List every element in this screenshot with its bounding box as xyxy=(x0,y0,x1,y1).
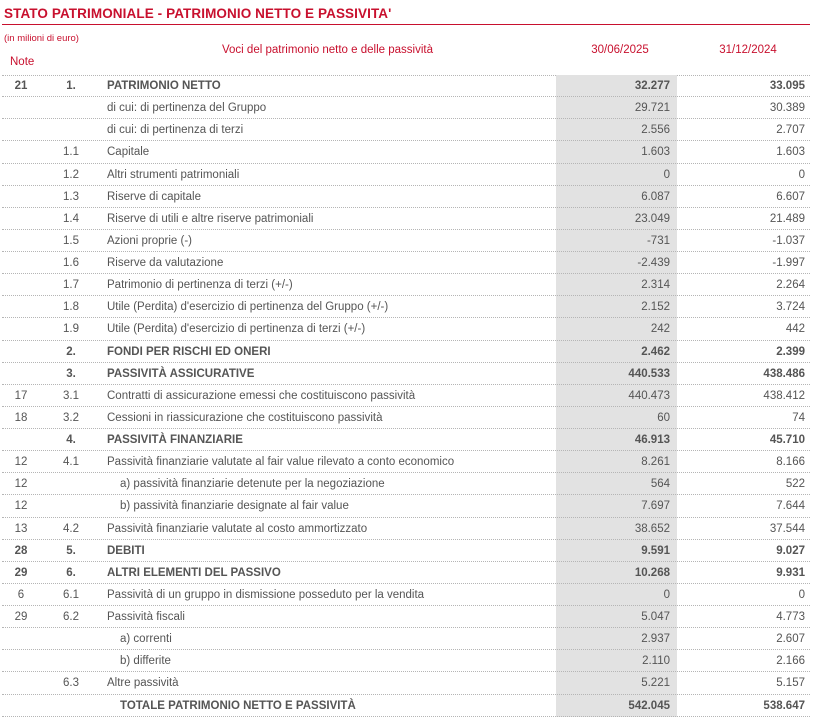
item-number-cell: 3. xyxy=(66,367,76,380)
value-period-2-cell: 0 xyxy=(798,168,805,181)
note-cell: 28 xyxy=(14,544,28,557)
value-period-1-cell: 7.697 xyxy=(556,495,677,517)
value-period-2-cell: 7.644 xyxy=(776,500,805,513)
value-period-1-cell: 2.556 xyxy=(556,119,677,141)
column-header-period-2: 31/12/2024 xyxy=(719,44,777,56)
note-cell xyxy=(0,208,42,230)
value-period-1-cell: 2.152 xyxy=(556,296,677,318)
table-row xyxy=(0,97,813,119)
value-period-1-cell: 6.087 xyxy=(556,186,677,208)
note-cell: 29 xyxy=(14,611,28,623)
value-period-2-cell: 3.724 xyxy=(776,301,805,314)
value-period-1-cell: 242 xyxy=(556,318,677,340)
note-cell xyxy=(0,341,42,363)
item-description-cell: Passività di un gruppo in dismissione posseduto per la vendita xyxy=(107,588,425,601)
value-period-2-cell: -1.037 xyxy=(772,234,805,247)
table-row xyxy=(0,208,813,230)
table-row xyxy=(0,650,813,672)
item-number-cell xyxy=(44,119,98,141)
table-row xyxy=(0,363,813,385)
item-description-cell: Contratti di assicurazione emessi che costituiscono passività xyxy=(107,389,416,402)
value-period-2-cell: 6.607 xyxy=(776,190,805,203)
note-cell: 17 xyxy=(14,389,28,402)
note-cell xyxy=(0,230,42,252)
value-period-1-cell: 32.277 xyxy=(556,75,677,97)
item-number-cell: 1.5 xyxy=(63,234,79,247)
item-description-cell: Riserve da valutazione xyxy=(107,257,224,269)
item-description-cell: ALTRI ELEMENTI DEL PASSIVO xyxy=(107,566,281,579)
value-period-2-cell: 2.607 xyxy=(776,633,805,646)
item-description-cell: Altri strumenti patrimoniali xyxy=(107,168,240,181)
note-cell xyxy=(0,318,42,340)
item-description-cell: FONDI PER RISCHI ED ONERI xyxy=(107,345,271,358)
item-number-cell: 5. xyxy=(66,544,76,557)
table-row xyxy=(0,274,813,296)
item-number-cell xyxy=(44,650,98,672)
item-description-cell: Capitale xyxy=(107,146,150,159)
table-row xyxy=(0,562,813,584)
table-row xyxy=(0,584,813,606)
table-row xyxy=(0,540,813,562)
item-description-cell: Cessioni in riassicurazione che costituiscono passività xyxy=(107,411,383,424)
value-period-2-cell: 442 xyxy=(785,323,805,336)
item-number-cell: 1. xyxy=(66,80,76,92)
unit-label: (in milioni di euro) xyxy=(4,33,79,44)
item-description-cell: Altre passività xyxy=(107,677,179,690)
item-number-cell: 1.7 xyxy=(63,279,79,292)
note-cell xyxy=(0,119,42,141)
value-period-2-cell: 45.710 xyxy=(769,434,805,446)
table-row xyxy=(0,75,813,97)
value-period-1-cell: 0 xyxy=(556,584,677,606)
item-number-cell: 3.1 xyxy=(63,389,79,402)
table-row xyxy=(0,164,813,186)
item-description-cell: Passività finanziarie valutate al fair value rilevato a conto economico xyxy=(107,456,455,469)
item-number-cell: 4.2 xyxy=(63,522,79,535)
note-cell xyxy=(0,141,42,163)
note-cell: 12 xyxy=(14,478,28,491)
value-period-2-cell: 9.931 xyxy=(776,566,805,579)
value-period-2-cell: 2.399 xyxy=(776,345,805,358)
value-period-1-cell: 0 xyxy=(556,164,677,186)
value-period-1-cell: -2.439 xyxy=(556,252,677,274)
value-period-1-cell: 8.261 xyxy=(556,451,677,473)
note-cell: 18 xyxy=(14,411,28,424)
note-cell: 29 xyxy=(14,566,28,579)
note-cell: 6 xyxy=(17,588,25,601)
page-title: STATO PATRIMONIALE - PATRIMONIO NETTO E PASSIVITA' xyxy=(4,6,392,21)
note-cell xyxy=(0,628,42,650)
value-period-1-cell: 440.533 xyxy=(556,363,677,385)
value-period-1-cell: 9.591 xyxy=(556,540,677,562)
item-number-cell: 4.1 xyxy=(63,456,79,469)
item-description-cell: Utile (Perdita) d'esercizio di pertinenza di terzi (+/-) xyxy=(107,323,366,336)
value-period-1-cell: 2.462 xyxy=(556,341,677,363)
value-period-1-cell: 2.314 xyxy=(556,274,677,296)
item-number-cell xyxy=(44,628,98,650)
value-period-2-cell: 30.389 xyxy=(769,102,805,115)
item-description-cell: DEBITI xyxy=(107,544,145,557)
value-period-1-cell: 1.603 xyxy=(556,141,677,163)
item-description-cell: PASSIVITÀ FINANZIARIE xyxy=(107,434,243,446)
table-row xyxy=(0,628,813,650)
table-row xyxy=(0,407,813,429)
item-description-cell: Azioni proprie (-) xyxy=(107,234,192,247)
note-cell: 12 xyxy=(14,500,28,513)
item-number-cell: 1.1 xyxy=(63,146,79,159)
item-description-cell: Riserve di utili e altre riserve patrimoniali xyxy=(107,212,314,225)
item-description-cell: Passività fiscali xyxy=(107,611,185,623)
item-description-cell: PATRIMONIO NETTO xyxy=(107,80,221,92)
value-period-2-cell: 8.166 xyxy=(776,456,805,469)
value-period-1-cell: 2.110 xyxy=(556,650,677,672)
table-row xyxy=(0,451,813,473)
note-cell xyxy=(0,296,42,318)
note-cell xyxy=(0,429,42,451)
item-number-cell: 1.8 xyxy=(63,301,79,314)
note-cell xyxy=(0,672,42,694)
value-period-2-cell: 9.027 xyxy=(776,544,805,557)
value-period-2-cell: 1.603 xyxy=(776,146,805,159)
note-cell xyxy=(0,695,42,717)
item-number-cell: 3.2 xyxy=(63,411,79,424)
item-number-cell: 1.9 xyxy=(63,323,79,336)
table-row xyxy=(0,252,813,274)
note-cell xyxy=(0,186,42,208)
value-period-2-cell: -1.997 xyxy=(772,257,805,269)
value-period-2-cell: 438.412 xyxy=(763,389,805,402)
item-number-cell: 6.2 xyxy=(63,611,79,623)
value-period-1-cell: 38.652 xyxy=(556,518,677,540)
item-description-cell: TOTALE PATRIMONIO NETTO E PASSIVITÀ xyxy=(120,699,356,712)
note-cell: 12 xyxy=(14,456,28,469)
table-row xyxy=(0,119,813,141)
item-description-cell: di cui: di pertinenza del Gruppo xyxy=(107,102,267,115)
table-row xyxy=(0,230,813,252)
value-period-2-cell: 0 xyxy=(798,588,805,601)
value-period-2-cell: 2.166 xyxy=(776,655,805,668)
value-period-1-cell: 440.473 xyxy=(556,385,677,407)
table-row xyxy=(0,518,813,540)
value-period-1-cell: 23.049 xyxy=(556,208,677,230)
item-number-cell xyxy=(44,473,98,495)
table-row xyxy=(0,495,813,517)
item-description-cell: Passività finanziarie valutate al costo ammortizzato xyxy=(107,522,368,535)
column-header-period-1: 30/06/2025 xyxy=(591,44,649,56)
balance-sheet-table xyxy=(0,75,813,717)
item-number-cell xyxy=(44,695,98,717)
column-header-note: Note xyxy=(10,56,35,68)
table-row xyxy=(0,672,813,694)
title-divider xyxy=(2,24,810,25)
item-description-cell: a) passività finanziarie detenute per la negoziazione xyxy=(120,478,385,491)
item-number-cell: 6.3 xyxy=(63,677,79,690)
note-cell: 21 xyxy=(14,80,28,92)
item-number-cell: 1.2 xyxy=(63,168,79,181)
item-number-cell: 6. xyxy=(66,566,76,579)
item-number-cell: 4. xyxy=(66,434,76,446)
item-number-cell: 6.1 xyxy=(63,588,79,601)
note-cell xyxy=(0,650,42,672)
table-row xyxy=(0,318,813,340)
item-description-cell: di cui: di pertinenza di terzi xyxy=(107,124,244,137)
value-period-2-cell: 37.544 xyxy=(769,522,805,535)
item-number-cell: 1.3 xyxy=(63,190,79,203)
table-row xyxy=(0,341,813,363)
item-number-cell: 2. xyxy=(66,345,76,358)
value-period-1-cell: 542.045 xyxy=(556,695,677,717)
value-period-1-cell: 564 xyxy=(556,473,677,495)
item-number-cell xyxy=(44,495,98,517)
value-period-1-cell: 60 xyxy=(556,407,677,429)
item-description-cell: Riserve di capitale xyxy=(107,190,201,203)
value-period-2-cell: 33.095 xyxy=(769,80,805,92)
note-cell xyxy=(0,274,42,296)
item-description-cell: PASSIVITÀ ASSICURATIVE xyxy=(107,367,255,380)
item-description-cell: a) correnti xyxy=(120,633,172,646)
value-period-1-cell: 5.221 xyxy=(556,672,677,694)
value-period-2-cell: 5.157 xyxy=(776,677,805,690)
table-row xyxy=(0,606,813,628)
note-cell xyxy=(0,97,42,119)
table-row xyxy=(0,296,813,318)
value-period-1-cell: 5.047 xyxy=(556,606,677,628)
value-period-1-cell: 10.268 xyxy=(556,562,677,584)
value-period-1-cell: -731 xyxy=(556,230,677,252)
value-period-2-cell: 21.489 xyxy=(769,212,805,225)
table-row xyxy=(0,385,813,407)
value-period-2-cell: 538.647 xyxy=(763,699,805,712)
note-cell: 13 xyxy=(14,522,28,535)
item-description-cell: Utile (Perdita) d'esercizio di pertinenza del Gruppo (+/-) xyxy=(107,301,389,314)
item-number-cell xyxy=(44,97,98,119)
table-row xyxy=(0,429,813,451)
table-row xyxy=(0,186,813,208)
table-row xyxy=(0,473,813,495)
value-period-1-cell: 46.913 xyxy=(556,429,677,451)
value-period-2-cell: 438.486 xyxy=(763,367,805,380)
note-cell xyxy=(0,252,42,274)
value-period-2-cell: 522 xyxy=(785,478,805,491)
table-row xyxy=(0,141,813,163)
value-period-1-cell: 29.721 xyxy=(556,97,677,119)
item-number-cell: 1.6 xyxy=(63,257,79,269)
table-row xyxy=(0,695,813,717)
item-description-cell: Patrimonio di pertinenza di terzi (+/-) xyxy=(107,279,293,292)
value-period-2-cell: 74 xyxy=(792,411,805,424)
value-period-1-cell: 2.937 xyxy=(556,628,677,650)
value-period-2-cell: 4.773 xyxy=(776,611,805,623)
item-description-cell: b) passività finanziarie designate al fair value xyxy=(120,500,349,513)
note-cell xyxy=(0,164,42,186)
column-header-description: Voci del patrimonio netto e delle passività xyxy=(222,44,433,56)
item-number-cell: 1.4 xyxy=(63,212,79,225)
value-period-2-cell: 2.264 xyxy=(776,279,805,292)
note-cell xyxy=(0,363,42,385)
value-period-2-cell: 2.707 xyxy=(776,124,805,137)
item-description-cell: b) differite xyxy=(120,655,171,668)
